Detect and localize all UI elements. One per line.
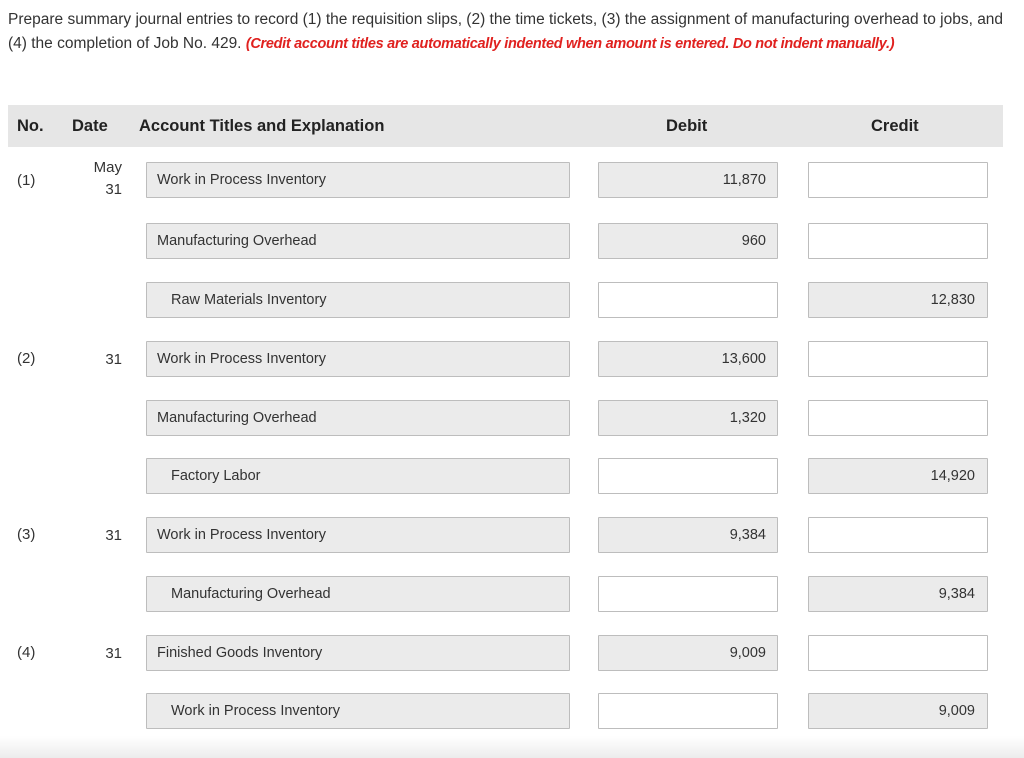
debit-field[interactable]: 11,870 [598,162,778,198]
table-header [8,105,1003,147]
account-title-field[interactable]: Work in Process Inventory [146,162,570,198]
debit-field[interactable]: 960 [598,223,778,259]
credit-field[interactable] [808,635,988,671]
header-credit: Credit [871,117,919,135]
debit-field[interactable]: 9,009 [598,635,778,671]
date-month: May [93,159,122,176]
account-title-field[interactable]: Raw Materials Inventory [146,282,570,318]
entry-number: (4) [17,644,36,661]
instructions-note: (Credit account titles are automatically indented when amount is entered. Do not indent manually.) [245,36,895,52]
credit-field[interactable]: 9,384 [808,576,988,612]
entry-number: (3) [17,526,36,543]
instructions-text: Prepare summary journal entries to record (1) the requisition slips, (2) the time tickets, (3) the assignment of manufacturing overhead to jobs, and (4) the completion of Job No. 429. [8,11,1004,52]
entry-number: (2) [17,350,36,367]
instructions [8,8,1008,56]
entry-date: 31 [105,645,122,662]
entry-date: 31 [105,527,122,544]
credit-field[interactable]: 14,920 [808,458,988,494]
table-row [0,458,1024,498]
table-row [0,693,1024,733]
debit-field[interactable] [598,282,778,318]
table-row [0,400,1024,440]
entry-number: (1) [17,172,36,189]
credit-field[interactable] [808,223,988,259]
credit-field[interactable]: 12,830 [808,282,988,318]
date-day: 31 [105,181,122,198]
header-account: Account Titles and Explanation [139,117,385,135]
debit-field[interactable]: 9,384 [598,517,778,553]
account-title-field[interactable]: Work in Process Inventory [146,693,570,729]
account-title-field[interactable]: Work in Process Inventory [146,517,570,553]
credit-field[interactable]: 9,009 [808,693,988,729]
table-row [0,635,1024,675]
header-date: Date [72,117,108,135]
entry-date: 31 [105,351,122,368]
bottom-shade [0,736,1024,758]
credit-field[interactable] [808,517,988,553]
debit-field[interactable]: 13,600 [598,341,778,377]
debit-field[interactable] [598,458,778,494]
table-row [0,282,1024,322]
table-row [0,223,1024,263]
header-debit: Debit [666,117,708,135]
account-title-field[interactable]: Manufacturing Overhead [146,576,570,612]
account-title-field[interactable]: Manufacturing Overhead [146,223,570,259]
table-row [0,576,1024,616]
entry-date [82,157,122,201]
table-row [0,341,1024,381]
credit-field[interactable] [808,341,988,377]
debit-field[interactable] [598,693,778,729]
table-row [0,517,1024,557]
account-title-field[interactable]: Work in Process Inventory [146,341,570,377]
account-title-field[interactable]: Finished Goods Inventory [146,635,570,671]
credit-field[interactable] [808,162,988,198]
debit-field[interactable] [598,576,778,612]
credit-field[interactable] [808,400,988,436]
table-row [0,159,1024,202]
debit-field[interactable]: 1,320 [598,400,778,436]
header-no: No. [17,117,44,135]
account-title-field[interactable]: Factory Labor [146,458,570,494]
account-title-field[interactable]: Manufacturing Overhead [146,400,570,436]
